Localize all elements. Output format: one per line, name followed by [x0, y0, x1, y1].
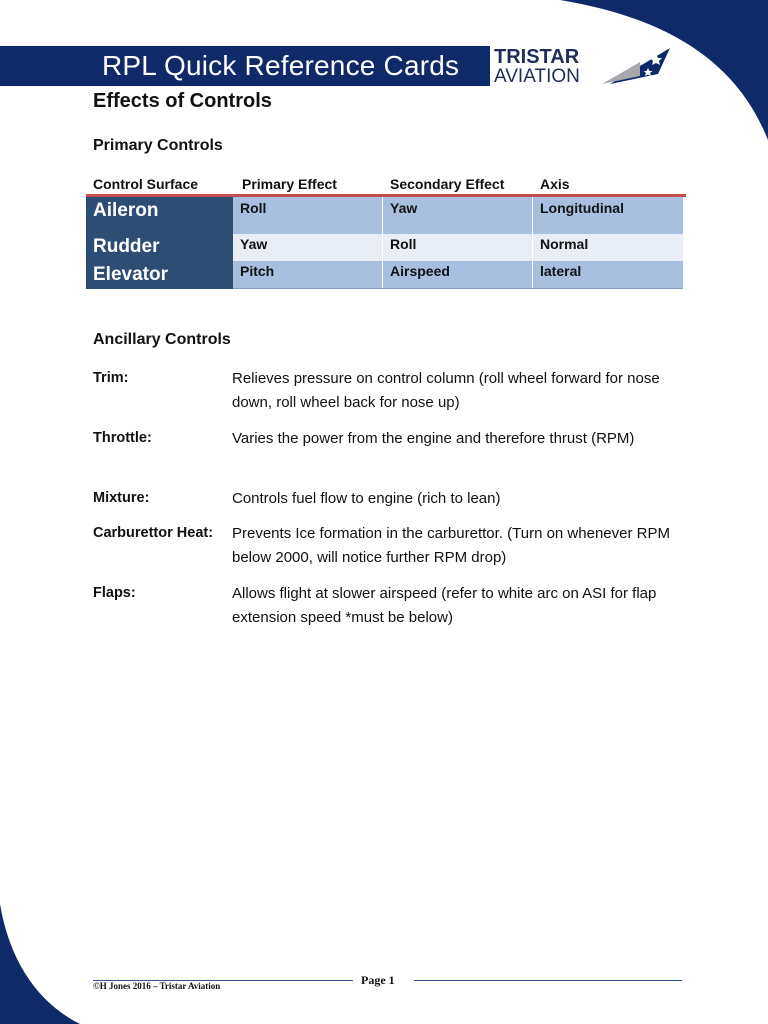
ancillary-def-trim: Relieves pressure on control column (roll wheel forward for nose down, roll wheel back for nose up)	[232, 370, 660, 411]
cell-aileron-axis: Longitudinal	[533, 197, 683, 234]
cell-aileron-secondary: Yaw	[383, 197, 533, 234]
table-bottom-border	[233, 288, 683, 289]
surface-rudder: Rudder	[93, 236, 160, 257]
logo-line2: AVIATION	[494, 66, 580, 87]
banner-title: RPL Quick Reference Cards	[102, 50, 460, 81]
footer-swoosh	[0, 904, 80, 1024]
primary-controls-table	[86, 197, 683, 289]
surface-column	[86, 197, 233, 289]
ancillary-term-throttle: Throttle:	[93, 430, 152, 446]
col-header-surface: Control Surface	[93, 176, 199, 192]
cell-elevator-primary: Pitch	[233, 261, 383, 289]
col-header-axis: Axis	[540, 176, 570, 192]
col-header-secondary: Secondary Effect	[390, 176, 505, 192]
primary-controls-heading: Primary Controls	[93, 137, 223, 154]
footer-copyright: ©H Jones 2016 – Tristar Aviation	[93, 981, 221, 991]
surface-elevator: Elevator	[93, 264, 168, 285]
cell-aileron-primary: Roll	[233, 197, 383, 234]
ancillary-def-mixture: Controls fuel flow to engine (rich to lean)	[232, 490, 501, 507]
ancillary-term-flaps: Flaps:	[93, 585, 136, 601]
cell-rudder-primary: Yaw	[233, 234, 383, 261]
ancillary-term-carb-heat: Carburettor Heat:	[93, 525, 214, 541]
logo-line1: TRISTAR	[494, 46, 580, 68]
surface-aileron: Aileron	[93, 200, 159, 221]
cell-elevator-axis: lateral	[533, 261, 683, 289]
ancillary-def-carb-heat: Prevents Ice formation in the carburettor. (Turn on whenever RPM below 2000, will notice further RPM drop)	[232, 525, 670, 566]
ancillary-def-throttle: Varies the power from the engine and therefore thrust (RPM)	[232, 430, 635, 447]
page-heading: Effects of Controls	[93, 90, 272, 112]
tristar-logo	[490, 44, 676, 88]
page-number: Page 1	[361, 973, 395, 987]
ancillary-def-flaps: Allows flight at slower airspeed (refer to white arc on ASI for flap extension speed *must be below)	[232, 585, 657, 626]
cell-elevator-secondary: Airspeed	[383, 261, 533, 289]
ancillary-controls-heading: Ancillary Controls	[93, 331, 231, 348]
col-header-primary: Primary Effect	[242, 176, 337, 192]
ancillary-term-mixture: Mixture:	[93, 490, 150, 506]
footer-rule-right	[414, 980, 682, 981]
ancillary-term-trim: Trim:	[93, 370, 129, 386]
cell-rudder-axis: Normal	[533, 234, 683, 261]
cell-rudder-secondary: Roll	[383, 234, 533, 261]
